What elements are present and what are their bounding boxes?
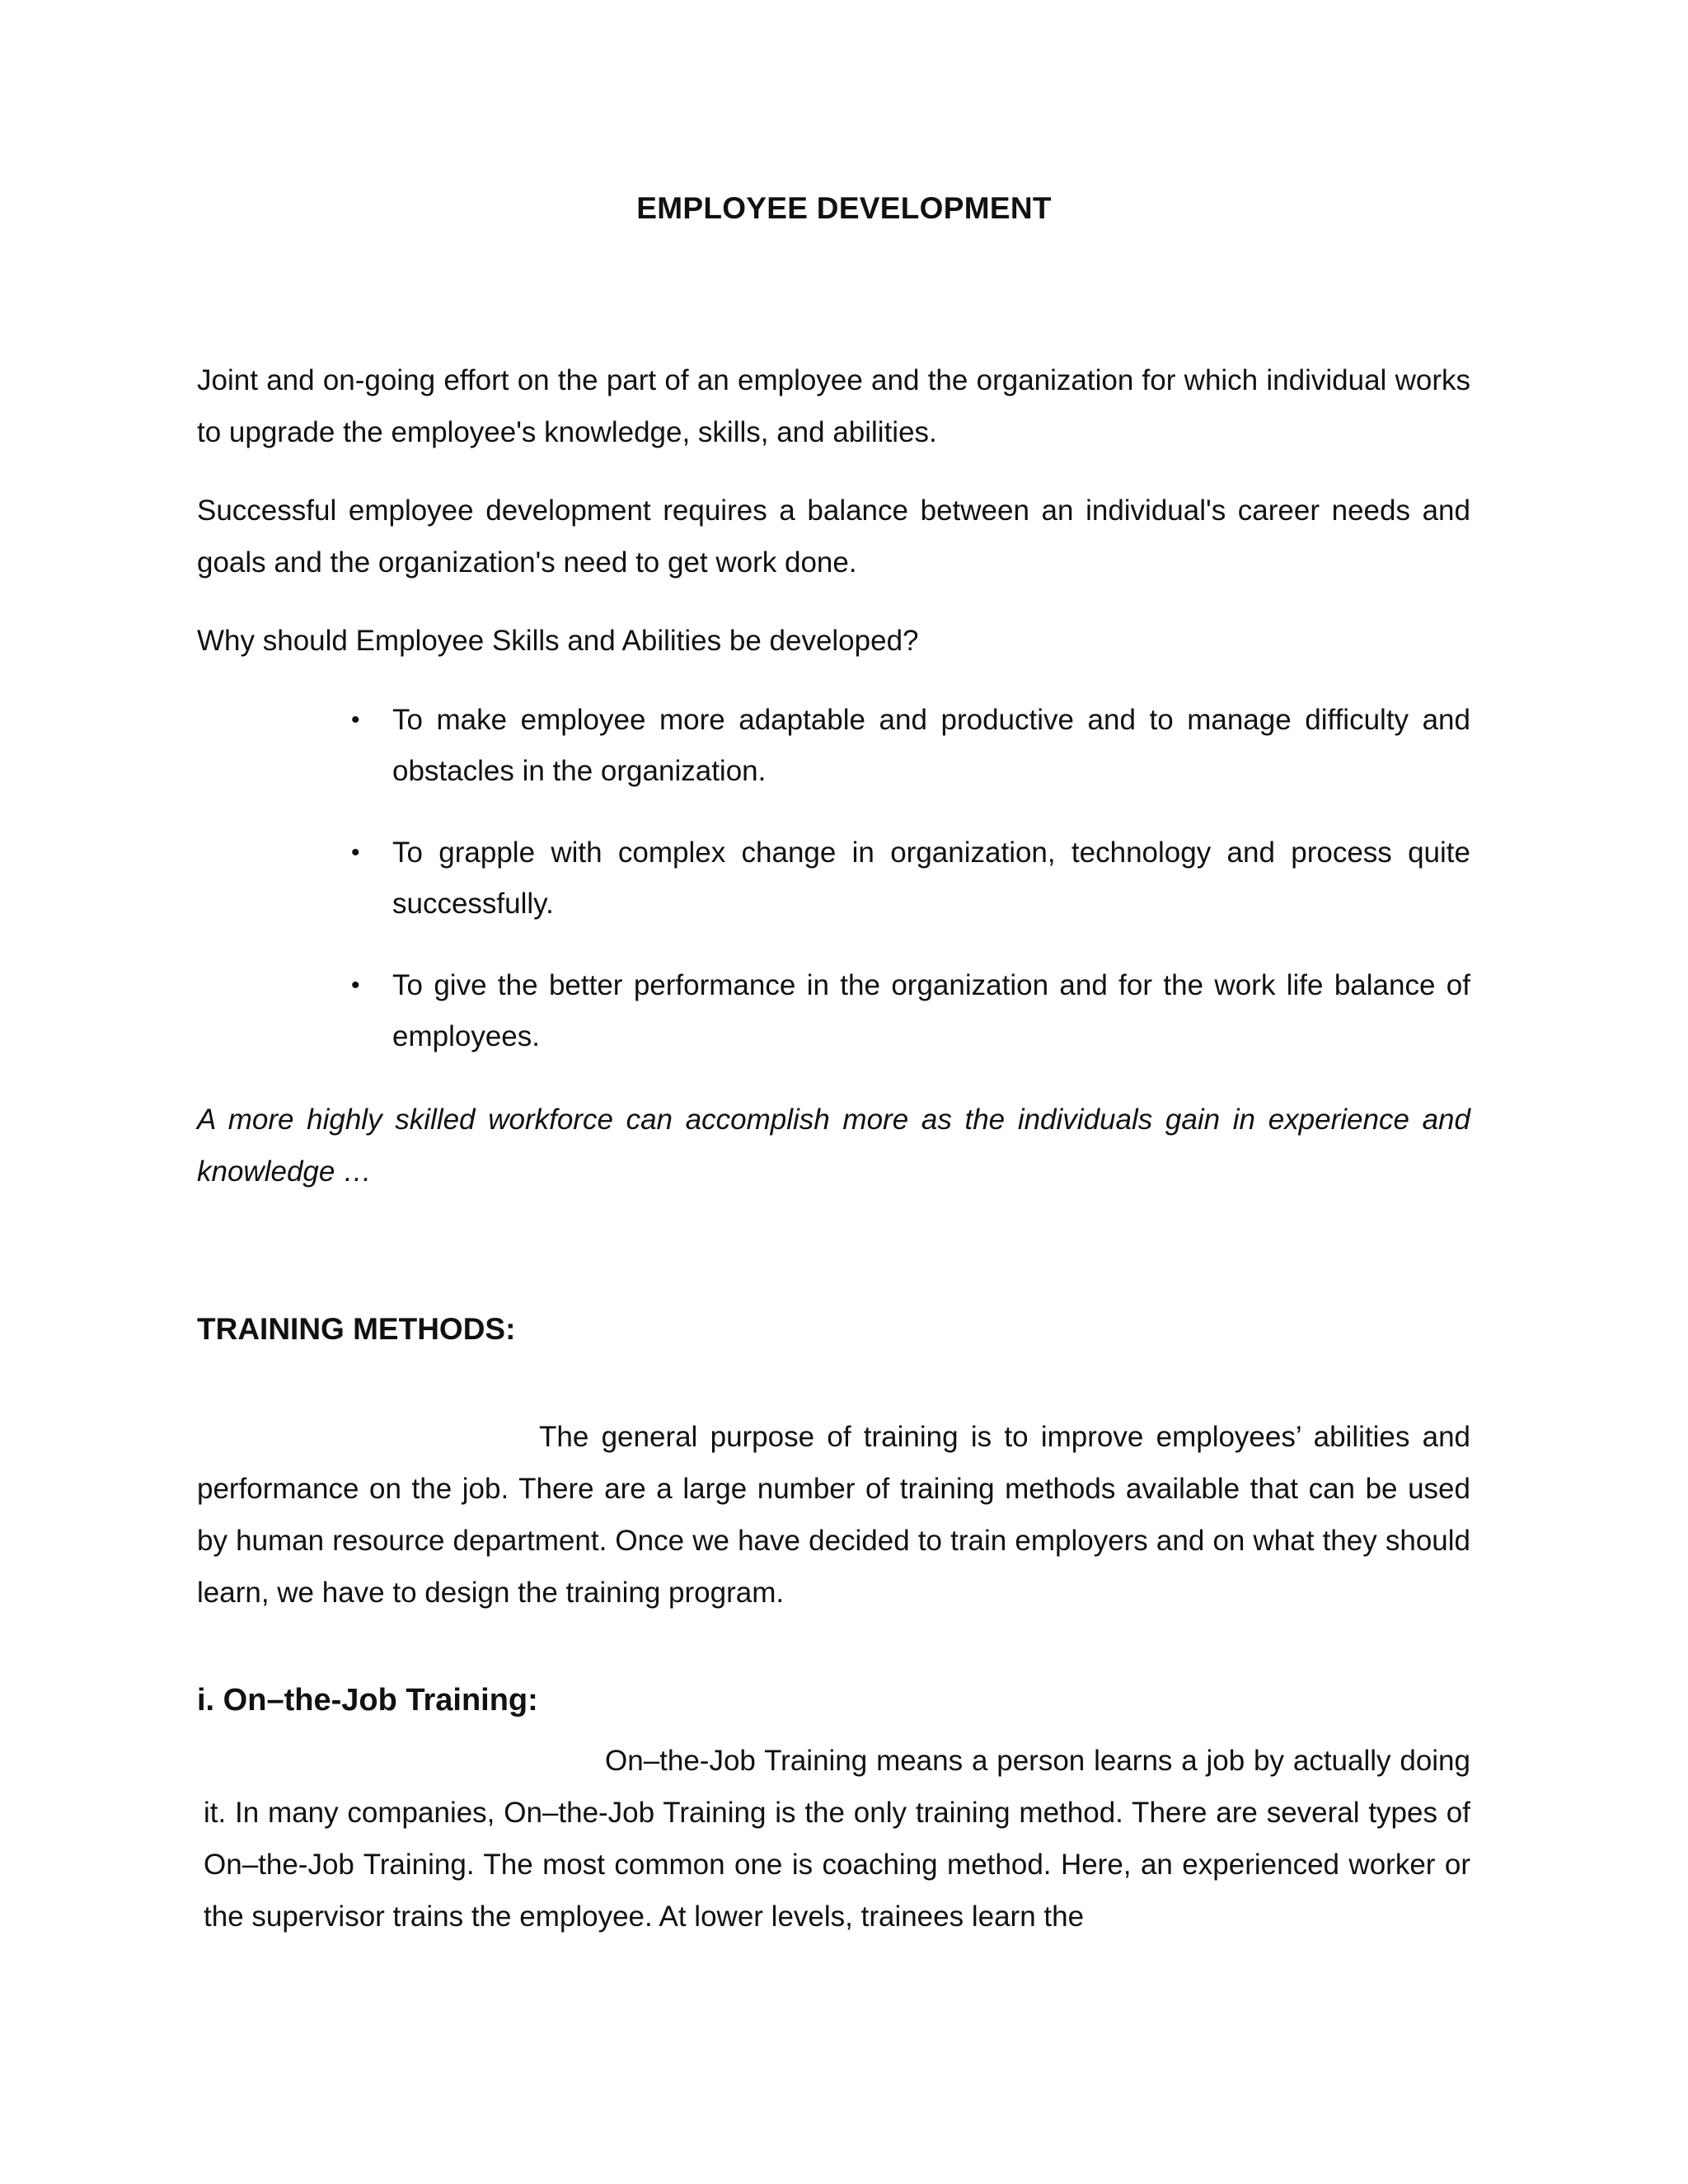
list-item: [197, 960, 1470, 1062]
italic-note: A more highly skilled workforce can accomplish more as the individuals gain in experience and knowledge …: [197, 1104, 1470, 1188]
list-item-text: To make employee more adaptable and productive and to manage difficulty and obstacles in the organization.: [392, 704, 1470, 787]
document-title: EMPLOYEE DEVELOPMENT: [636, 191, 1052, 225]
list-item: [197, 695, 1470, 797]
list-item-text: To give the better performance in the organization and for the work life balance of employees.: [392, 969, 1470, 1052]
question-paragraph: Why should Employee Skills and Abilities be developed?: [197, 625, 919, 657]
bullet-icon: •: [351, 706, 360, 733]
bullet-icon: •: [351, 972, 360, 999]
training-paragraph: The general purpose of training is to improve employees’ abilities and performance on the job. There are a large number of training methods available that can be used by human resource department. Once we have decided to train employers and on what they should learn, we have to design the training program.: [197, 1421, 1470, 1609]
on-the-job-paragraph: On–the-Job Training means a person learns a job by actually doing it. In many companies, On–the-Job Training is the only training method. There are several types of On–the-Job Training. The most common one is coaching method. Here, an experienced worker or the supervisor trains the employee. At lower levels, trainees learn the: [204, 1745, 1470, 1933]
balance-paragraph: Successful employee development requires a balance between an individual's career needs and goals and the organization's need to get work done.: [197, 494, 1470, 579]
section-heading: TRAINING METHODS:: [197, 1312, 516, 1346]
reasons-list: [197, 695, 1470, 1093]
list-item-text: To grapple with complex change in organization, technology and process quite successfully.: [392, 837, 1470, 920]
subsection-heading: i. On–the-Job Training:: [197, 1683, 538, 1718]
list-item: [197, 827, 1470, 930]
intro-paragraph: Joint and on-going effort on the part of an employee and the organization for which individual works to upgrade the employee's knowledge, skills, and abilities.: [197, 364, 1470, 448]
bullet-icon: •: [351, 839, 360, 866]
